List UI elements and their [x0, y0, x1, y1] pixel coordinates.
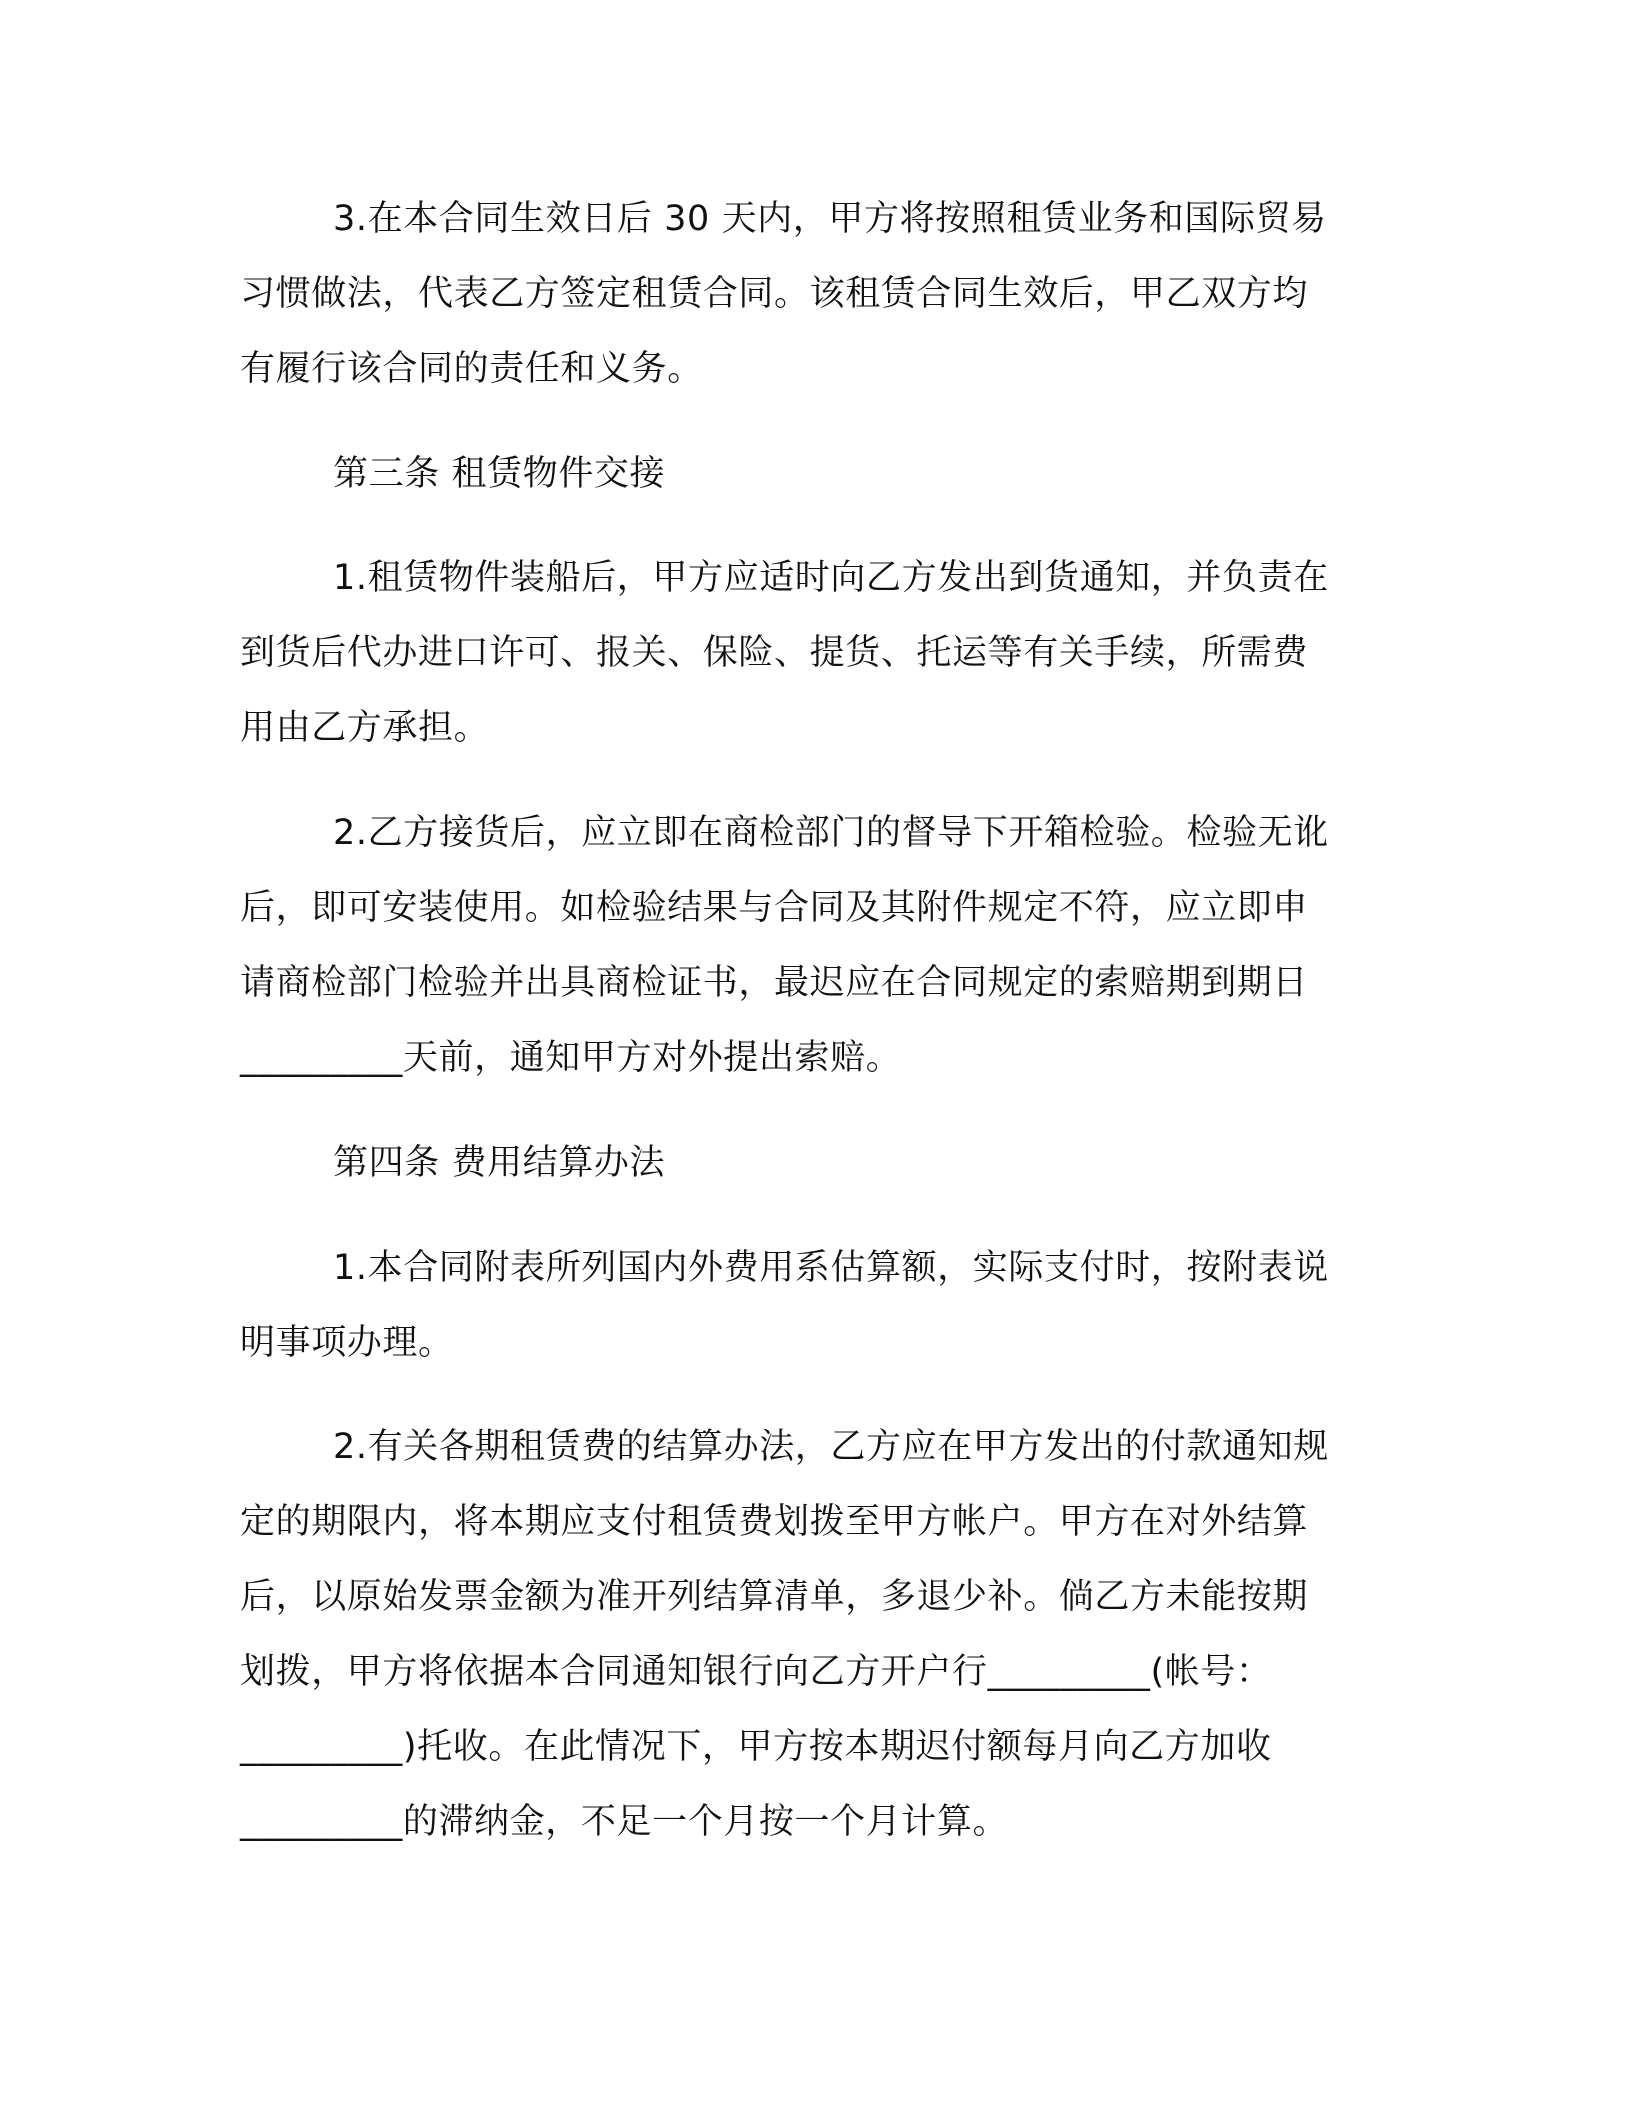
- paragraph-line: 习惯做法，代表乙方签定租赁合同。该租赁合同生效后，甲乙双方均: [240, 274, 1309, 314]
- paragraph-line: 1.本合同附表所列国内外费用系估算额，实际支付时，按附表说: [333, 1248, 1329, 1288]
- paragraph-line: 1.租赁物件装船后，甲方应适时向乙方发出到货通知，并负责在: [333, 558, 1329, 598]
- paragraph-line: 有履行该合同的责任和义务。: [240, 349, 703, 389]
- paragraph-line: _________的滞纳金，不足一个月按一个月计算。: [240, 1802, 1009, 1842]
- paragraph-line: 用由乙方承担。: [240, 708, 490, 748]
- paragraph-line: 3.在本合同生效日后 30 天内，甲方将按照租赁业务和国际贸易: [333, 199, 1327, 239]
- paragraph-line: 2.有关各期租赁费的结算办法，乙方应在甲方发出的付款通知规: [333, 1427, 1329, 1467]
- article-heading: 第三条 租赁物件交接: [333, 454, 666, 494]
- paragraph-line: 到货后代办进口许可、报关、保险、提货、托运等有关手续，所需费: [240, 633, 1309, 673]
- paragraph-line: _________天前，通知甲方对外提出索赔。: [240, 1038, 902, 1078]
- paragraph-line: 后，即可安装使用。如检验结果与合同及其附件规定不符，应立即申: [240, 888, 1309, 928]
- paragraph-line: 定的期限内，将本期应支付租赁费划拨至甲方帐户。甲方在对外结算: [240, 1502, 1309, 1542]
- paragraph-line: 划拨，甲方将依据本合同通知银行向乙方开户行_________(帐号：: [240, 1652, 1272, 1692]
- paragraph-line: 明事项办理。: [240, 1323, 454, 1363]
- article-heading: 第四条 费用结算办法: [333, 1143, 666, 1183]
- paragraph-line: _________)托收。在此情况下，甲方按本期迟付额每月向乙方加收: [240, 1727, 1272, 1767]
- paragraph-line: 请商检部门检验并出具商检证书，最迟应在合同规定的索赔期到期日: [240, 963, 1309, 1003]
- paragraph-line: 后，以原始发票金额为准开列结算清单，多退少补。倘乙方未能按期: [240, 1577, 1309, 1617]
- paragraph-line: 2.乙方接货后，应立即在商检部门的督导下开箱检验。检验无讹: [333, 813, 1329, 853]
